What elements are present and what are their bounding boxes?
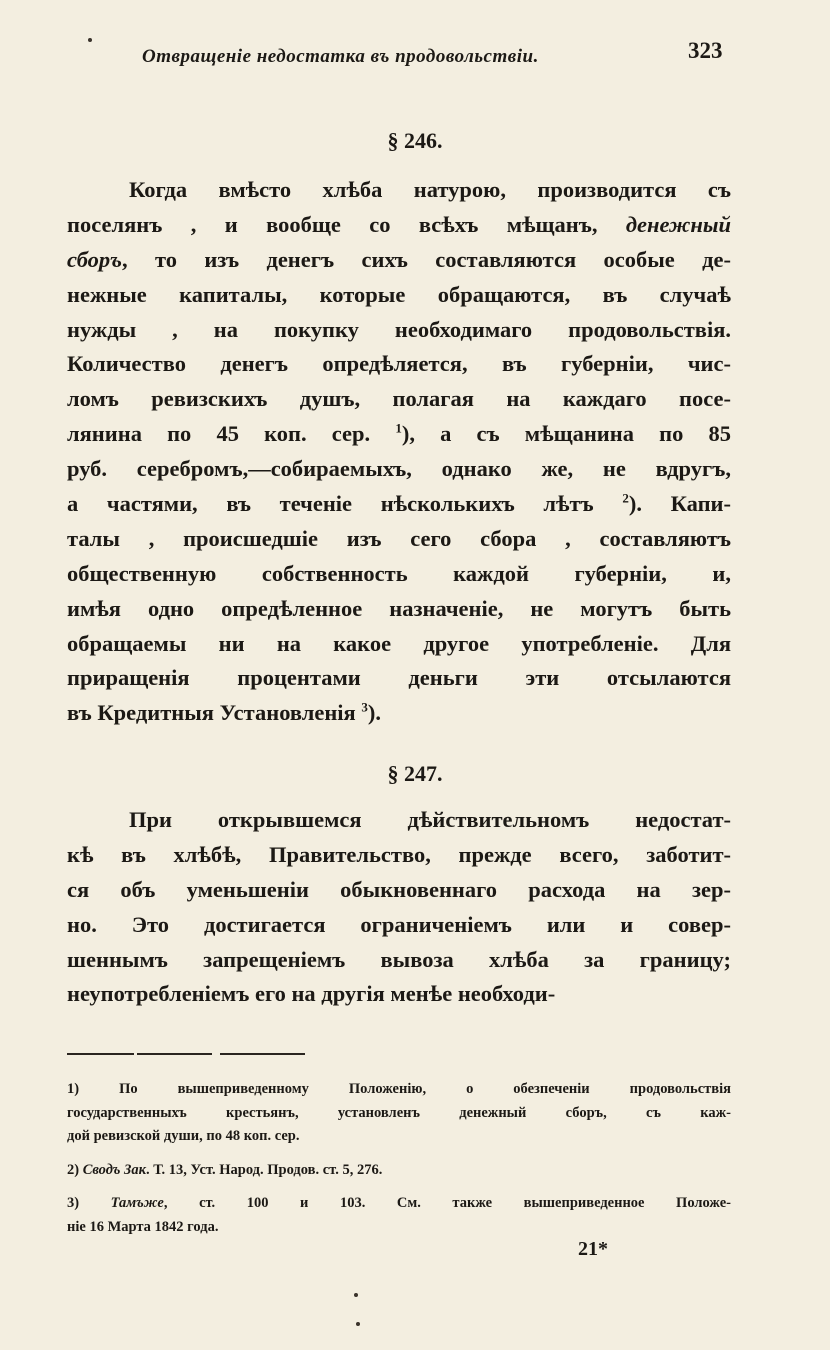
text-run: ніе 16 Марта 1842 года. (67, 1218, 219, 1235)
italic-run: сборъ (67, 246, 122, 272)
footnote-rule (67, 1053, 134, 1055)
text-line (67, 208, 731, 243)
text-run: 2) (67, 1161, 83, 1178)
text-run: приращенія процентами деньги эти отсылаются (67, 665, 731, 691)
text-line (67, 592, 731, 627)
paragraph-246 (67, 173, 731, 731)
text-run: ). (367, 700, 381, 726)
text-line (67, 417, 731, 452)
section-heading-247: § 247. (387, 761, 443, 786)
text-run: , ст. 100 и 103. См. также вышеприведенное Положе- (163, 1195, 731, 1211)
text-line (67, 243, 731, 278)
text-run: 3) (67, 1195, 111, 1211)
text-line (67, 1159, 731, 1183)
italic-run: денежный (625, 211, 731, 237)
text-line (67, 1102, 731, 1126)
text-run: нужды , на покупку необходимаго продовольствія. (67, 316, 731, 342)
footnote (67, 1192, 731, 1239)
signature-mark: 21* (578, 1238, 608, 1260)
text-line (67, 278, 731, 313)
text-run: имѣя одно опредѣленное назначеніе, не могутъ быть (67, 595, 731, 621)
text-line (67, 487, 731, 522)
text-run: нежные капиталы, которые обращаются, въ случаѣ (67, 281, 731, 307)
text-line (67, 838, 731, 873)
footnote (67, 1078, 731, 1149)
text-run: государственныхъ крестьянъ, установленъ денежный сборъ, съ каж- (67, 1104, 731, 1121)
footnote (67, 1159, 731, 1183)
text-line (67, 627, 731, 662)
text-line (67, 173, 731, 208)
page-number: 323 (688, 38, 723, 63)
running-title: Отвращеніе недостатка въ продовольствіи. (142, 46, 539, 67)
text-run: . Т. 13, Уст. Народ. Продов. ст. 5, 276. (145, 1161, 383, 1178)
footnote-rule (220, 1053, 305, 1055)
text-line (67, 522, 731, 557)
text-line (67, 696, 731, 731)
text-line (67, 1078, 731, 1102)
text-run: кѣ въ хлѣбѣ, Правительство, прежде всего, заботит- (67, 841, 731, 867)
text-run: шеннымъ запрещеніемъ вывоза хлѣба за границу; (67, 946, 731, 972)
section-heading-246: § 246. (387, 128, 443, 153)
text-run: лянина по 45 коп. сер. (67, 421, 396, 447)
text-line (67, 382, 731, 417)
text-run: руб. серебромъ,—собираемыхъ, однако же, не вдругъ, (67, 456, 731, 482)
footnote-marker: 2 (622, 490, 629, 506)
text-line (67, 943, 731, 978)
footnote-marker: 1 (395, 420, 402, 436)
speck (88, 38, 92, 42)
text-line (67, 1216, 731, 1240)
footnotes (67, 1078, 731, 1249)
text-run: общественную собственность каждой губерніи, и, (67, 560, 731, 586)
italic-run: Сводъ Зак (82, 1161, 146, 1178)
text-line (67, 313, 731, 348)
text-line (67, 1125, 731, 1149)
text-line (67, 873, 731, 908)
text-run: неупотребленіемъ его на другія менѣе необходи- (67, 981, 556, 1007)
text-run: Когда вмѣсто хлѣба натурою, производится съ (129, 177, 731, 202)
text-run: обращаемы ни на какое другое употребленіе. Для (67, 630, 731, 656)
text-line (67, 1192, 731, 1216)
text-run: При открывшемся дѣйствительномъ недостат- (129, 807, 731, 832)
text-line (67, 347, 731, 382)
italic-run: Тамъже (110, 1195, 164, 1211)
text-line (67, 803, 731, 838)
speck (354, 1293, 358, 1297)
text-run: дой ревизской души, по 48 коп. сер. (67, 1128, 300, 1144)
text-run: 1) По вышеприведенному Положенію, о обезпеченіи продовольствія (67, 1081, 731, 1097)
footnote-marker: 3 (361, 699, 368, 715)
text-run: , то изъ денегъ сихъ составляются особые де- (121, 246, 731, 272)
text-line (67, 452, 731, 487)
text-run: а частями, въ теченіе нѣсколькихъ лѣтъ (67, 491, 623, 517)
text-line (67, 557, 731, 592)
text-run: ). Капи- (628, 491, 731, 517)
paragraph-247 (67, 803, 731, 1012)
speck (356, 1322, 360, 1326)
text-line (67, 977, 731, 1012)
footnote-rule (137, 1053, 212, 1055)
text-run: ся объ уменьшеніи обыкновеннаго расхода на зер- (67, 876, 731, 902)
text-run: Количество денегъ опредѣляется, въ губерніи, чис- (67, 351, 731, 377)
text-run: ), а съ мѣщанина по 85 (401, 421, 732, 447)
text-run: талы , происшедшіе изъ сего сбора , составляютъ (67, 525, 731, 551)
text-run: но. Это достигается ограниченіемъ или и совер- (67, 911, 731, 937)
text-line (67, 908, 731, 943)
text-run: въ Кредитныя Установленія (67, 700, 362, 726)
text-run: поселянъ , и вообще со всѣхъ мѣщанъ, (67, 211, 626, 237)
text-run: ломъ ревизскихъ душъ, полагая на каждаго посе- (67, 386, 731, 412)
text-line (67, 661, 731, 696)
